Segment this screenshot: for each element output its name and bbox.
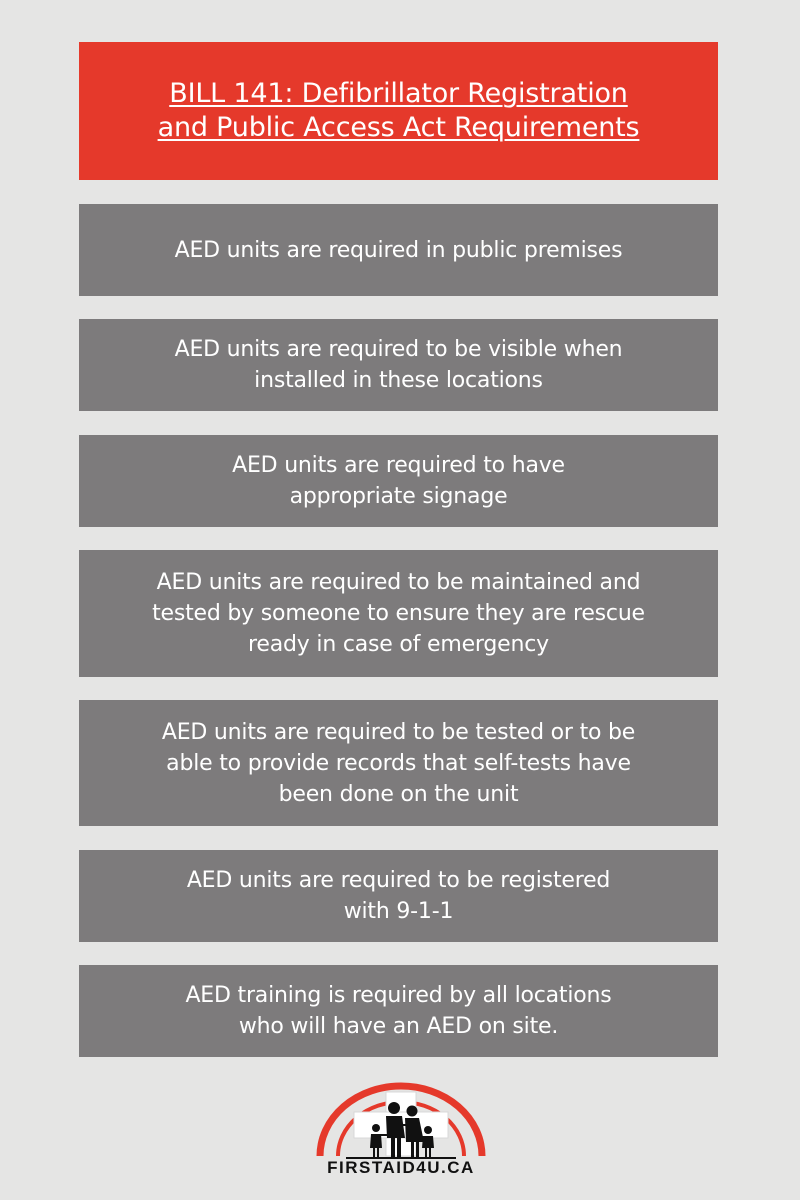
requirement-text: AED units are required to be maintained and tested by someone to ensure they are rescue ready in case of emergency [152, 570, 645, 657]
page-title [104, 77, 694, 145]
title-line-1: BILL 141: Defibrillator Registration [169, 78, 628, 109]
requirement-box-registered [79, 850, 718, 942]
requirement-box-training [79, 965, 718, 1057]
family-cross-logo-icon [316, 1078, 486, 1160]
requirement-box-public-premises [79, 204, 718, 296]
title-line-2: and Public Access Act Requirements [157, 112, 640, 143]
requirement-text: AED units are required in public premises [174, 237, 623, 263]
requirement-box-signage [79, 435, 718, 527]
requirement-text: AED units are required to be registered with 9-1-1 [186, 868, 611, 924]
requirement-text: AED units are required to be visible when installed in these locations [174, 337, 623, 393]
requirement-box-maintained [79, 550, 718, 677]
requirement-text: AED units are required to be tested or to be able to provide records that self-tests have been done on the unit [161, 719, 636, 807]
title-banner [79, 42, 718, 180]
requirement-text: AED units are required to have appropriate signage [232, 453, 565, 509]
logo-text: FIRSTAID4U.CA [327, 1158, 475, 1177]
requirement-box-visible [79, 319, 718, 411]
requirement-box-tested [79, 700, 718, 826]
requirement-text: AED training is required by all locations who will have an AED on site. [185, 983, 612, 1039]
firstaid4u-logo [316, 1078, 486, 1184]
